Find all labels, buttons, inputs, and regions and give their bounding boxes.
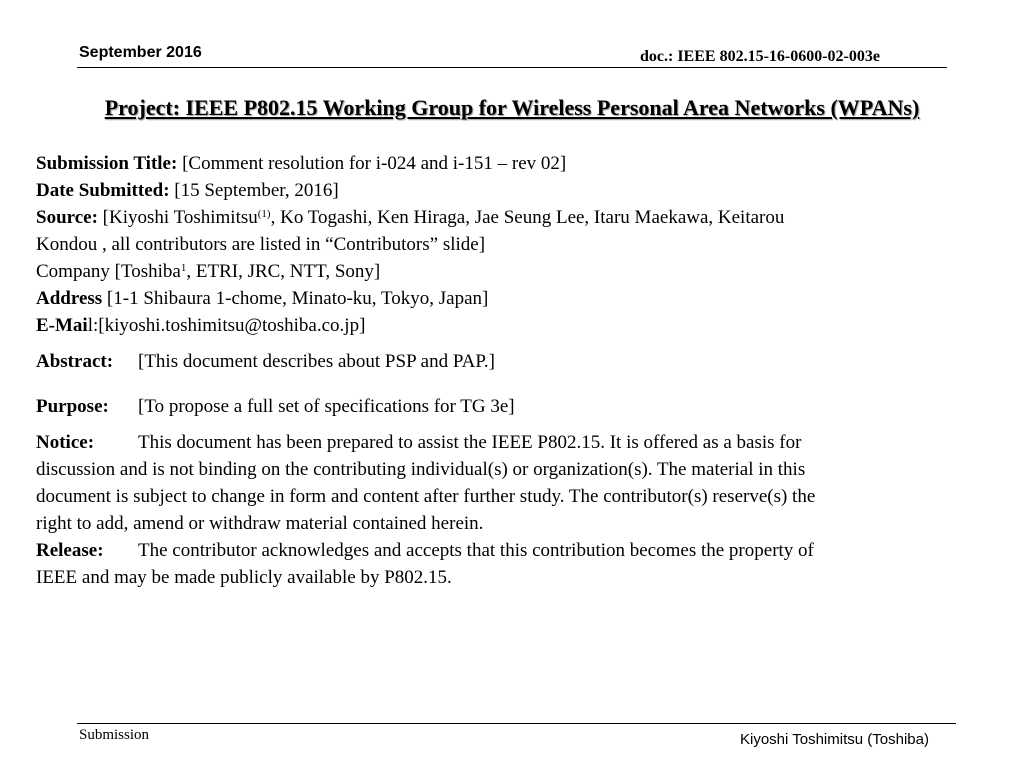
- abstract-line: [36, 348, 495, 375]
- release-label: Release:: [36, 540, 104, 561]
- abstract-value: [This document describes about PSP and PAP.]: [138, 351, 495, 372]
- purpose-value: [To propose a full set of specifications for TG 3e]: [138, 396, 515, 417]
- notice-text-1: This document has been prepared to assist the IEEE P802.15. It is offered as a basis for: [138, 432, 802, 453]
- source-value-c: Kondou , all contributors are listed in “Contributors” slide]: [36, 234, 486, 255]
- submission-title-value: [Comment resolution for i-024 and i-151 – rev 02]: [177, 153, 567, 174]
- email-value: l:[kiyoshi.toshimitsu@toshiba.co.jp]: [87, 315, 366, 336]
- address-value: [1-1 Shibaura 1-chome, Minato-ku, Tokyo, Japan]: [102, 288, 489, 309]
- project-title: Project: IEEE P802.15 Working Group for Wireless Personal Area Networks (WPANs): [104, 95, 920, 120]
- address-label: Address: [36, 288, 103, 309]
- company-value-a: Company [Toshiba: [36, 261, 181, 282]
- notice-line-3: [36, 483, 815, 510]
- address-line: [36, 285, 488, 312]
- source-label: Source:: [36, 207, 98, 228]
- header-doc-id: doc.: IEEE 802.15-16-0600-02-003e: [640, 48, 880, 65]
- notice-line-1: [36, 429, 801, 456]
- company-superscript: 1: [180, 262, 187, 274]
- source-value-a: [Kiyoshi Toshimitsu: [97, 207, 258, 228]
- notice-label: Notice:: [36, 432, 95, 453]
- release-text-1: The contributor acknowledges and accepts that this contribution becomes the property of: [138, 540, 814, 561]
- email-line: [36, 312, 365, 339]
- source-superscript: (1): [257, 208, 271, 220]
- footer-author: Kiyoshi Toshimitsu (Toshiba): [740, 731, 929, 748]
- company-line: [36, 258, 380, 285]
- date-submitted-value: [15 September, 2016]: [169, 180, 339, 201]
- notice-text-3: document is subject to change in form and content after further study. The contributor(s) reserve(s) the: [36, 486, 816, 507]
- source-value-b: , Ko Togashi, Ken Hiraga, Jae Seung Lee, Itaru Maekawa, Keitarou: [270, 207, 785, 228]
- source-line: [36, 204, 784, 231]
- notice-text-4: right to add, amend or withdraw material contained herein.: [36, 513, 484, 534]
- company-value-b: , ETRI, JRC, NTT, Sony]: [186, 261, 381, 282]
- email-label: E-Mai: [36, 315, 88, 336]
- abstract-label: Abstract:: [36, 351, 114, 372]
- submission-title-line: [36, 150, 566, 177]
- date-submitted-line: [36, 177, 339, 204]
- notice-line-2: [36, 456, 805, 483]
- header-divider: [77, 67, 947, 68]
- notice-line-4: [36, 510, 483, 537]
- release-line-2: [36, 564, 452, 591]
- purpose-label: Purpose:: [36, 396, 109, 417]
- purpose-line: [36, 393, 515, 420]
- date-submitted-label: Date Submitted:: [36, 180, 170, 201]
- notice-text-2: discussion and is not binding on the contributing individual(s) or organization(s). The material in this: [36, 459, 806, 480]
- submission-title-label: Submission Title:: [36, 153, 178, 174]
- release-line-1: [36, 537, 814, 564]
- footer-divider: [77, 723, 956, 724]
- release-text-2: IEEE and may be made publicly available by P802.15.: [36, 567, 452, 588]
- source-line-2: [36, 231, 485, 258]
- header-date: September 2016: [79, 44, 202, 61]
- footer-submission: Submission: [79, 727, 150, 743]
